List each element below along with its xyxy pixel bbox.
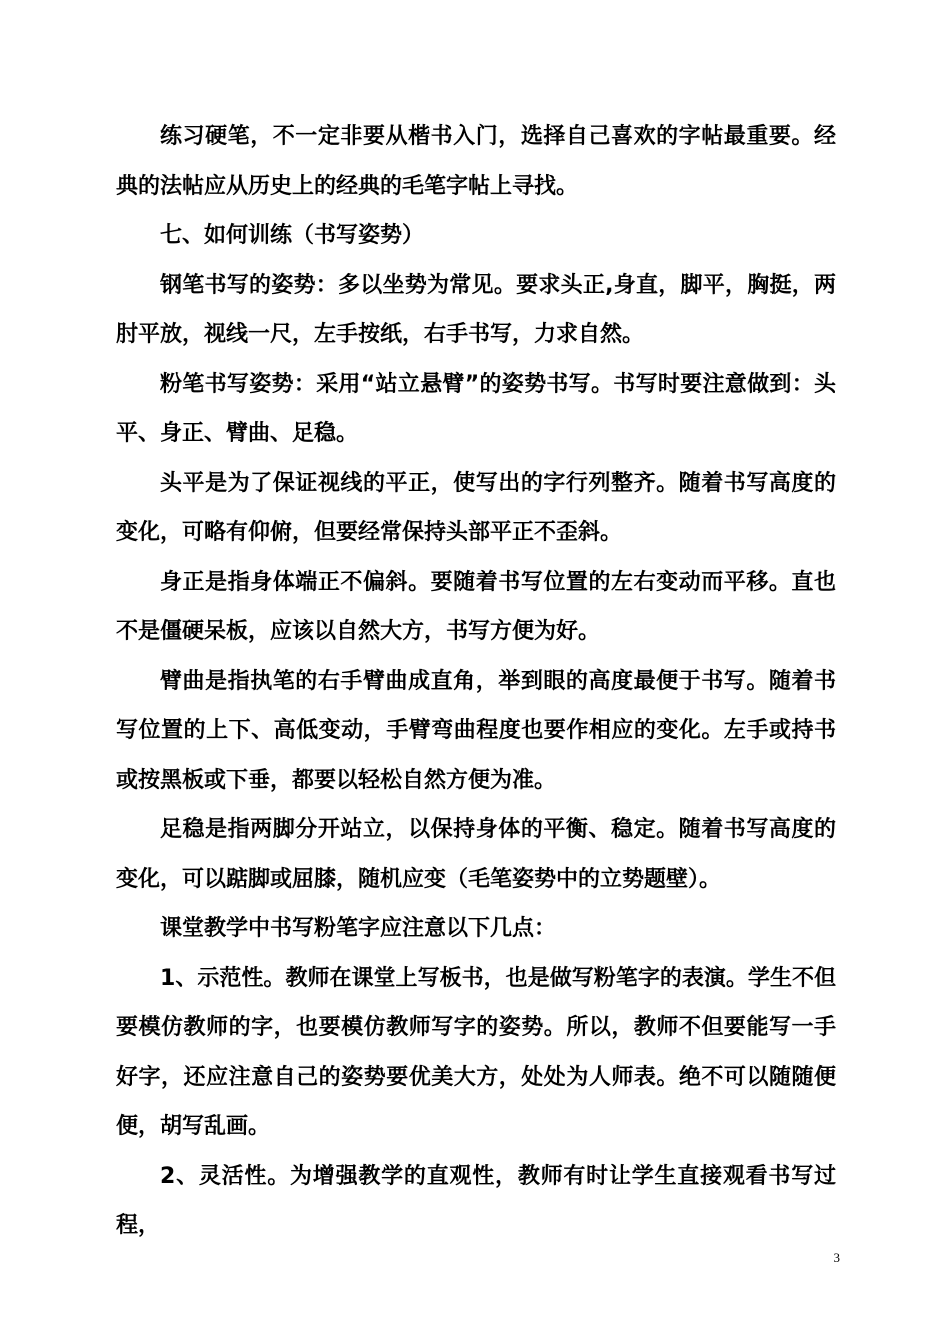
paragraph-body-upright: 身正是指身体端正不偏斜。要随着书写位置的左右变动而平移。直也不是僵硬呆板，应该以自然大方，书写方便为好。: [116, 569, 836, 644]
page-number: 3: [833, 1250, 840, 1265]
paragraph-pen-posture: 钢笔书写的姿势：多以坐势为常见。要求头正,身直，脚平，胸挺，两肘平放，视线一尺，左手按纸，右手书写，力求自然。: [116, 272, 836, 347]
paragraph-arm-bent: 臂曲是指执笔的右手臂曲成直角，举到眼的高度最便于书写。随着书写位置的上下、高低变动，手臂弯曲程度也要作相应的变化。左手或持书或按黑板或下垂，都要以轻松自然方便为准。: [116, 668, 836, 793]
paragraph-feet-steady: 足稳是指两脚分开站立，以保持身体的平衡、稳定。随着书写高度的变化，可以踮脚或屈膝，随机应变（毛笔姿势中的立势题壁）。: [116, 817, 836, 892]
paragraph-head-level: 头平是为了保证视线的平正，使写出的字行列整齐。随着书写高度的变化，可略有仰俯，但要经常保持头部平正不歪斜。: [116, 470, 836, 545]
paragraph-chalk-posture: 粉笔书写姿势：采用“站立悬臂”的姿势书写。书写时要注意做到：头平、身正、臂曲、足稳。: [116, 371, 836, 446]
paragraph-point-1-demonstration: 1、示范性。教师在课堂上写板书，也是做写粉笔字的表演。学生不但要模仿教师的字，也要模仿教师写字的姿势。所以，教师不但要能写一手好字，还应注意自己的姿势要优美大方，处处为人师表。绝不可以随随便便，胡写乱画。: [116, 965, 836, 1139]
paragraph-point-2-flexibility: 2、灵活性。为增强教学的直观性，教师有时让学生直接观看书写过程，: [116, 1163, 836, 1238]
paragraph-hard-pen-practice: 练习硬笔，不一定非要从楷书入门，选择自己喜欢的字帖最重要。经典的法帖应从历史上的经典的毛笔字帖上寻找。: [116, 124, 836, 199]
body-text: [116, 112, 836, 1251]
section-heading-writing-posture: 七、如何训练（书写姿势）: [160, 223, 425, 248]
paragraph-classroom-notes: 课堂教学中书写粉笔字应注意以下几点：: [160, 916, 557, 941]
